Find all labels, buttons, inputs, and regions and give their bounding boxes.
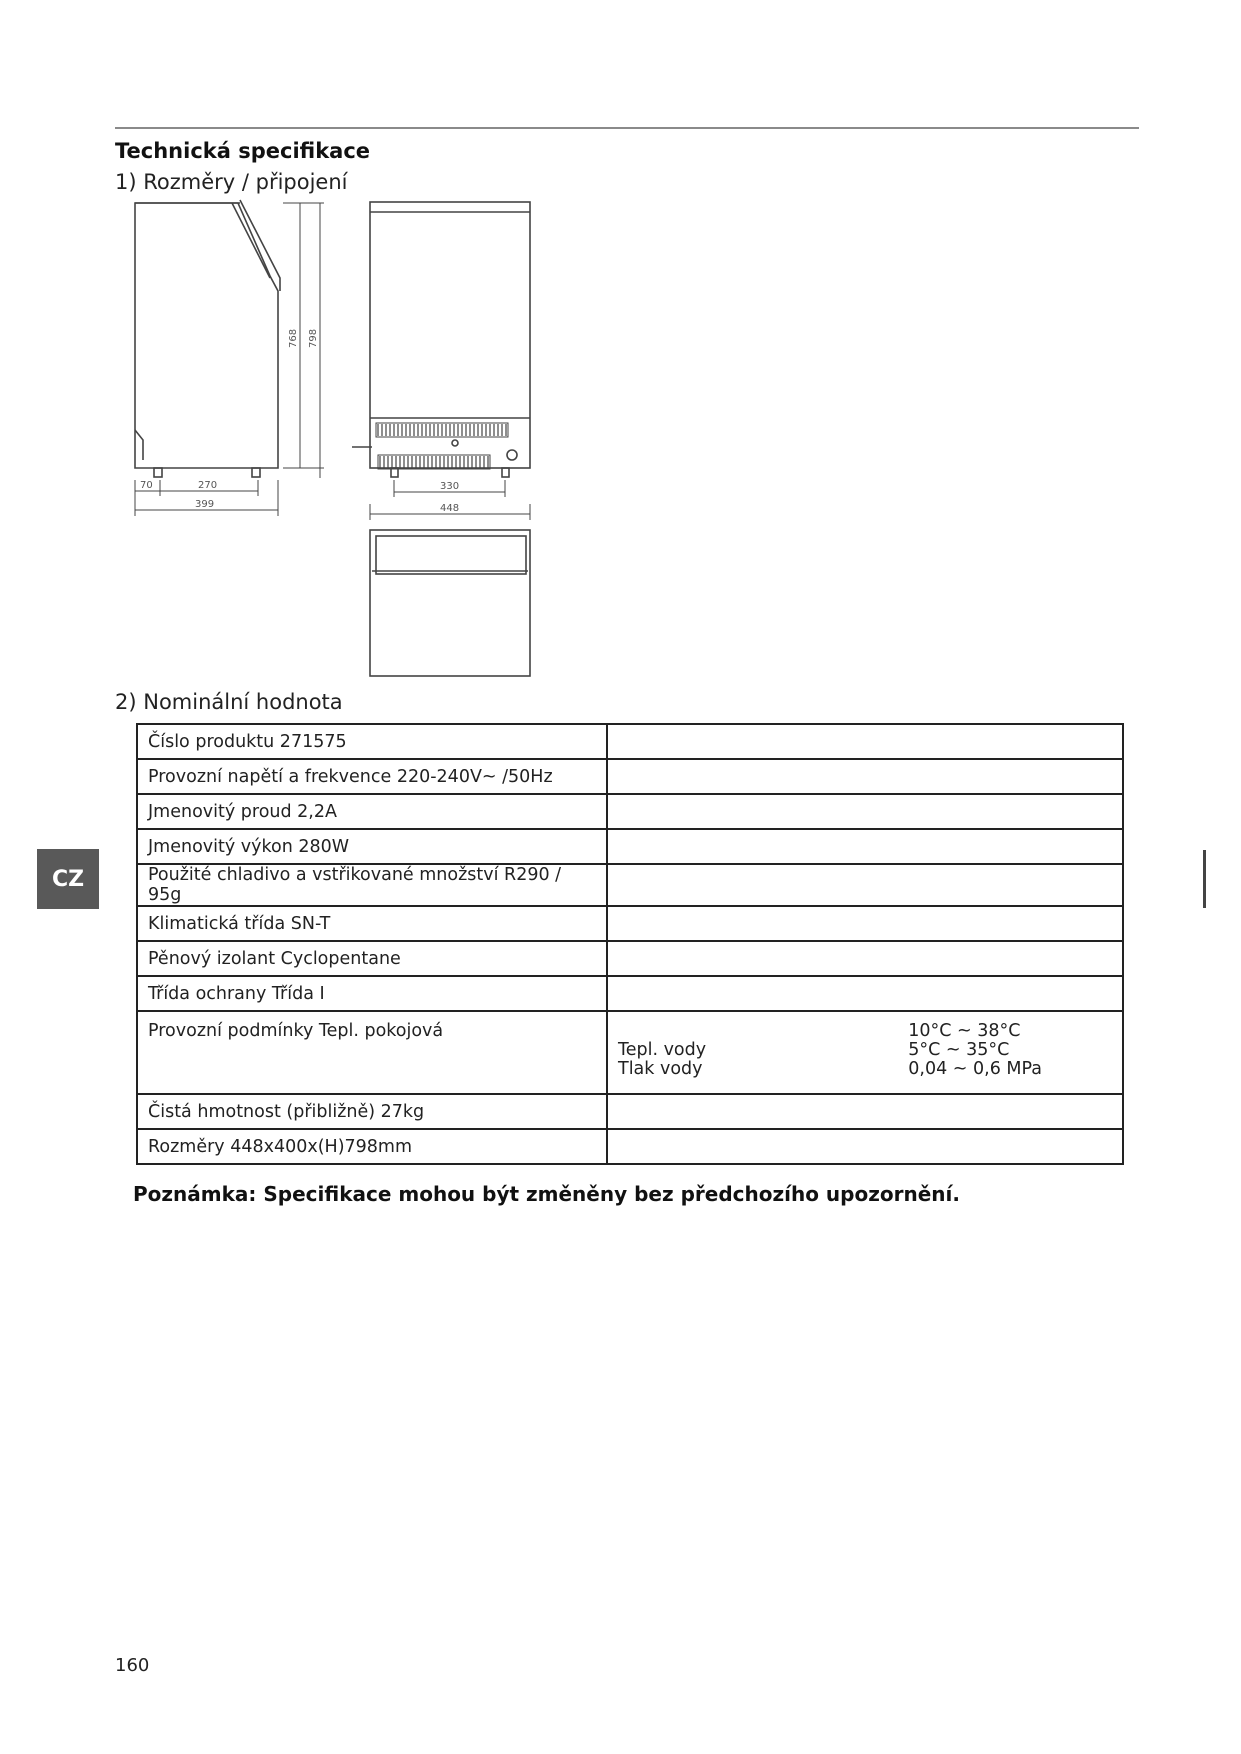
table-row (137, 906, 1123, 941)
top-rule (115, 127, 1139, 129)
table-row (137, 829, 1123, 864)
spec-table (136, 723, 1124, 1165)
spec-cell: Čistá hmotnost (přibližně) 27kg (137, 1094, 607, 1129)
water-temp-label: Tepl. vody (618, 1040, 707, 1060)
dim-768: 768 (288, 328, 299, 348)
spec-value-cell (607, 906, 1123, 941)
conditions-values-cell (607, 1011, 1123, 1094)
margin-marker (1203, 850, 1206, 908)
table-row-conditions (137, 1011, 1123, 1094)
section-rating-heading: 2) Nominální hodnota (115, 690, 343, 714)
spec-value-cell (607, 864, 1123, 906)
water-temp-value: 5°C ~ 35°C (908, 1040, 1010, 1060)
table-row (137, 864, 1123, 906)
side-view (135, 200, 324, 516)
table-row (137, 976, 1123, 1011)
spec-cell: Klimatická třída SN-T (137, 906, 607, 941)
table-row (137, 794, 1123, 829)
spec-cell: Třída ochrany Třída I (137, 976, 607, 1011)
table-row (137, 941, 1123, 976)
spec-value-cell (607, 941, 1123, 976)
spec-cell: Provozní napětí a frekvence 220-240V~ /50Hz (137, 759, 607, 794)
table-row (137, 759, 1123, 794)
language-tab: CZ (37, 849, 99, 909)
spec-cell: Jmenovitý výkon 280W (137, 829, 607, 864)
spec-value-cell (607, 794, 1123, 829)
dim-448: 448 (440, 503, 460, 514)
room-temp-value: 10°C ~ 38°C (908, 1021, 1021, 1041)
spec-cell: Pěnový izolant Cyclopentane (137, 941, 607, 976)
specification-note: Poznámka: Specifikace mohou být změněny bez předchozího upozornění. (133, 1182, 960, 1206)
dim-330: 330 (440, 481, 460, 492)
dim-798: 798 (308, 328, 319, 348)
spec-cell: Použité chladivo a vstřikované množství R290 / 95g (137, 864, 607, 906)
dim-270: 270 (198, 480, 218, 491)
conditions-values (908, 1022, 1042, 1079)
page-title: Technická specifikace (115, 139, 371, 163)
spec-cell: Jmenovitý proud 2,2A (137, 794, 607, 829)
front-view (352, 202, 530, 676)
water-pressure-label: Tlak vody (618, 1059, 703, 1079)
dimension-drawing (120, 190, 550, 690)
section-dimensions-heading: 1) Rozměry / připojení (115, 170, 348, 194)
spec-value-cell (607, 1129, 1123, 1164)
spec-cell: Číslo produktu 271575 (137, 724, 607, 759)
dim-399: 399 (195, 499, 215, 510)
conditions-label-cell: Provozní podmínky Tepl. pokojová (137, 1011, 607, 1094)
spec-value-cell (607, 759, 1123, 794)
table-row (137, 724, 1123, 759)
table-row (137, 1129, 1123, 1164)
spec-cell: Rozměry 448x400x(H)798mm (137, 1129, 607, 1164)
spec-value-cell (607, 724, 1123, 759)
table-row (137, 1094, 1123, 1129)
dim-70: 70 (140, 480, 153, 491)
spec-value-cell (607, 1094, 1123, 1129)
page-number: 160 (115, 1655, 150, 1676)
conditions-sub-labels (618, 1022, 706, 1079)
water-pressure-value: 0,04 ~ 0,6 MPa (908, 1059, 1042, 1079)
spec-value-cell (607, 829, 1123, 864)
spec-value-cell (607, 976, 1123, 1011)
